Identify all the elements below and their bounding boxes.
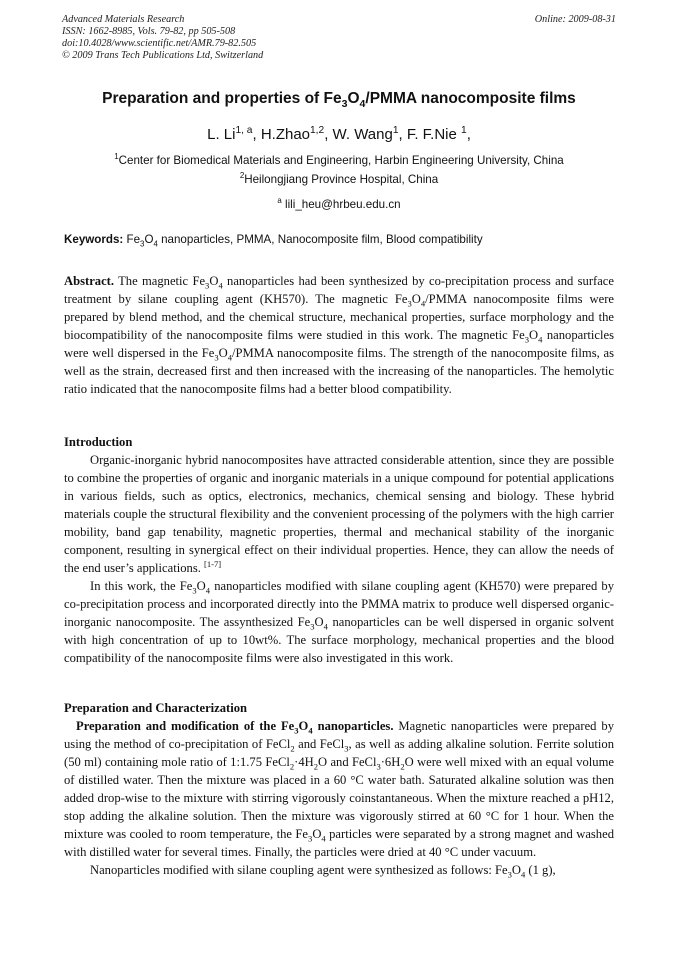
subscript: 3 (205, 280, 210, 291)
affiliation-text: Heilongjiang Province Hospital, China (244, 173, 439, 186)
keyword-subscript: 3 (140, 239, 145, 249)
paragraph-text: Nanoparticles modified with silane coupling agent were synthesized as follows: Fe (90, 863, 508, 877)
subscript: 3 (214, 352, 219, 363)
subscript: 4 (520, 869, 526, 880)
paragraph-text: O were well mixed with an equal volume of distilled water. Then the mixture was placed in a 60 °C water bath. Saturated alkaline solution was then added drop-wise to the mixture with stirring vigorously coinstantaneous. When the mixture reached a pH12, stop adding the alkaline solution. Then the mixture was vigorously stirred at 60 °C for 1 hour. When the mixture was cooled to room temperature, the Fe (64, 755, 614, 841)
subscript: 4 (227, 352, 232, 363)
author-affiliation-mark: 1 (392, 125, 399, 136)
subsection-heading-text: Preparation and modification of the Fe (76, 719, 295, 733)
section-heading-preparation: Preparation and Characterization (64, 701, 248, 715)
affiliation-text: Center for Biomedical Materials and Engineering, Harbin Engineering University, China (118, 154, 564, 167)
abstract-text: /PMMA nanocomposite films were prepared by blend method, and the chemical structure, mechanical properties, surface morphology and the biocompatibility of the nanocomposite films were studied in this work. The magnetic Fe (64, 292, 614, 342)
paragraph-text: O and FeCl (318, 755, 377, 769)
paragraph-text: nanoparticles can be well dispersed in organic solvent with high concentration of up to 10wt%. The surface morphology, mechanical properties and the blood compatibility of the nanocomposite films were also investigated in this work. (64, 615, 614, 665)
email-text: lili_heu@hrbeu.edu.cn (285, 198, 401, 211)
paragraph-text: nanoparticles modified with silane coupling agent (KH570) were prepared by co-precipitation process and incorporated directly into the PMMA matrix to produce well dispersed organic-inorganic nanocomposite. The assynthesized Fe (64, 579, 615, 629)
subscript: 3 (376, 761, 381, 772)
doi-line: doi:10.4028/www.scientific.net/AMR.79-82.505 (62, 38, 257, 49)
title-text: O (347, 90, 360, 107)
keywords (64, 233, 616, 249)
paragraph-text: Organic-inorganic hybrid nanocomposites have attracted considerable attention, since they are possible to combine the properties of organic and inorganic materials in a unique compound for potential applications in various fields, such as optics, electronics, mechanics, chemical sensing and biology. These hybrid materials couple the structural flexibility and the convenient processing of the polymers with the high carrier mobility, band gap tenability, magnetic properties, thermal and mechanical stability of the inorganic component, resulting in synergical effect on their individual properties. Hence, they can allow the needs of the end user’s applications. (64, 453, 614, 575)
journal-name: Advanced Materials Research (62, 14, 185, 25)
author-name: L. Li (207, 126, 236, 143)
author-list: L. Li$^{1, a}$, H.Zhao$^{1,2}$, W. Wang$^1$, F. F.Nie $^1$, (207, 125, 471, 143)
copyright-line: © 2009 Trans Tech Publications Ltd, Switzerland (62, 50, 264, 61)
paragraph-text: Magnetic nanoparticles were prepared by using the method of co-precipitation of FeCl (64, 719, 614, 751)
issn-line: ISSN: 1662-8985, Vols. 79-82, pp 505-508 (62, 26, 236, 37)
paragraph-text: and FeCl (294, 737, 345, 751)
subscript: 3 (192, 585, 197, 596)
subscript: 3 (310, 621, 315, 632)
subscript: 4 (205, 585, 211, 596)
subscript: 2 (289, 761, 295, 772)
keyword-text: nanoparticles, PMMA, Nanocomposite film, Blood compatibility (157, 233, 483, 246)
keywords-label: Keywords: (64, 233, 124, 246)
keyword-text: Fe (126, 233, 141, 246)
subscript: 2 (313, 761, 319, 772)
subsection-heading: Preparation and modification of the $Fe_3O_4$ nanoparticles. (76, 719, 394, 736)
author-name: F. F.Nie (406, 126, 457, 143)
subscript: 2 (290, 743, 295, 754)
affiliation (0, 173, 678, 186)
subscript: 4 (321, 833, 326, 844)
author-affiliation-mark: 1,2 (310, 125, 325, 136)
keyword-subscript: 4 (153, 239, 158, 249)
abstract-text: nanoparticles had been synthesized by co-precipitation process and surface treatment by silane coupling agent (KH570). The magnetic Fe (64, 274, 614, 306)
abstract: Abstract. The magnetic $Fe_3O_4$ nanoparticles had been synthesized by co-precipitation process and surface treatment by silane coupling agent (KH570). The magnetic $Fe_3O_4$/PMMA nanocomposite films were prepared by blend method, and the chemical structure, mechanical properties, surface morphology and the biocompatibility of the nanocomposite films were studied in this work. The magnetic $Fe_3O_4$ nanoparticles were well dispersed in the $Fe_3O_4$/PMMA nanocomposite films. The strength of the nanocomposite films, as well as the strain, decreased first and then increased with the increasing of the nanoparticles. The hemolytic ratio indicated that the nanocomposite films had a better blood compatibility. (64, 274, 614, 396)
affiliation (0, 154, 678, 167)
journal-header (62, 14, 616, 62)
affiliation-mark: 2 (239, 171, 245, 181)
subscript: 4 (538, 334, 543, 345)
paragraph-text: (1 g), (525, 863, 556, 877)
subscript: 3 (344, 743, 349, 754)
abstract-text: nanoparticles were well dispersed in the Fe (64, 328, 614, 360)
preparation-body: Preparation and modification of the $Fe_3O_4$ nanoparticles. Magnetic nanoparticles were prepared by using the method of co-precipitation of FeCl$_2$ and FeCl$_3$, as well as adding alkaline solution. Ferrite solution (50 ml) containing mole ratio of 1:1.75 $FeCl_2\cdot 4H_2O$ and $FeCl_3\cdot 6H_2O$ were well mixed with an equal volume of distilled water. Then the mixture was placed in a 60 °C water bath. Saturated alkaline solution was then added drop-wise to the mixture with stirring vigorously coinstantaneous. When the mixture reached a pH12, stop adding the alkaline solution. Then the mixture was vigorously stirred at 60 °C for 1 hour. When the mixture was cooled to room temperature, the $Fe_3O_4$ particles were separated by a strong magnet and washed with distilled water for several times. Finally, the particles were dried at 40 °C under vacuum. Nanoparticles modified with silane coupling agent were synthesized as follows: $Fe_3O_4$ (1 g), (64, 719, 614, 880)
subscript: 3 (308, 833, 313, 844)
citation-ref: [1-7] (204, 558, 222, 569)
title-subscript: 4 (359, 98, 366, 111)
subscript: 4 (218, 280, 223, 291)
paragraph-text: ·4H (294, 755, 314, 769)
introduction-body: Organic-inorganic hybrid nanocomposites have attracted considerable attention, since they are possible to combine the properties of organic and inorganic materials in a unique compound for potential applications in various fields, such as optics, electronics, mechanics, chemical sensing and biology. These hybrid materials couple the structural flexibility and the convenient processing of the polymers with the high carrier mobility, band gap tenability, magnetic properties, thermal and mechanical stability of the inorganic component, resulting in synergical effect on their individual properties. Hence, they can allow the needs of the end user’s applications. [1-7] In this work, the $Fe_3O_4$ nanoparticles modified with silane coupling agent (KH570) were prepared by co-precipitation process and incorporated directly into the PMMA matrix to produce well dispersed organic-inorganic nanocomposite. The assynthesized $Fe_3O_4$ nanoparticles can be well dispersed in organic solvent with high concentration of up to 10wt%. The surface morphology, mechanical properties and the blood compatibility of the nanocomposite films were also investigated in this work. (64, 453, 615, 665)
author-affiliation-mark: 1 (461, 125, 467, 136)
section-heading-introduction: Introduction (64, 435, 133, 449)
paragraph-text: , as well as adding alkaline solution. Ferrite solution (50 ml) containing mole ratio of 1:1.75 FeCl (64, 737, 614, 769)
subscript: 4 (323, 621, 328, 632)
subscript: 3 (407, 298, 412, 309)
subscript: 3 (524, 334, 529, 345)
subscript: 3 (507, 869, 512, 880)
keyword-text: O (144, 233, 154, 246)
affiliation-mark: 1 (114, 152, 119, 162)
paragraph-text: In this work, the Fe (90, 579, 193, 593)
title-text: Preparation and properties of Fe (102, 90, 342, 107)
abstract-text: /PMMA nanocomposite films. The strength of the nanocomposite films, as well as the strain, decreased first and then increased with the increasing of the nanoparticles. The hemolytic ratio indicated that the nanocomposite films had a better blood compatibility. (64, 346, 614, 396)
author-name: H.Zhao (260, 126, 311, 143)
author-affiliation-mark: 1, a (235, 125, 253, 136)
author-email (0, 198, 678, 211)
paragraph-text: particles were separated by a strong magnet and washed with distilled water for several times. Finally, the particles were dried at 40 °C under vacuum. (64, 827, 614, 859)
abstract-text: The magnetic Fe (114, 274, 206, 288)
subscript: 2 (400, 761, 405, 772)
online-date: Online: 2009-08-31 (534, 14, 616, 25)
paragraph-text: ·6H (380, 755, 401, 769)
title-subscript: 3 (341, 98, 348, 111)
paper-title (0, 90, 678, 111)
subsection-heading-text: nanoparticles. (312, 719, 394, 733)
subscript: 4 (420, 298, 426, 309)
subscript: 3 (294, 725, 299, 736)
abstract-label: Abstract. (64, 274, 115, 288)
subscript: 4 (308, 725, 313, 736)
title-text: /PMMA nanocomposite films (365, 90, 576, 107)
email-mark: a (277, 196, 282, 206)
author-name: W. Wang (332, 126, 393, 143)
